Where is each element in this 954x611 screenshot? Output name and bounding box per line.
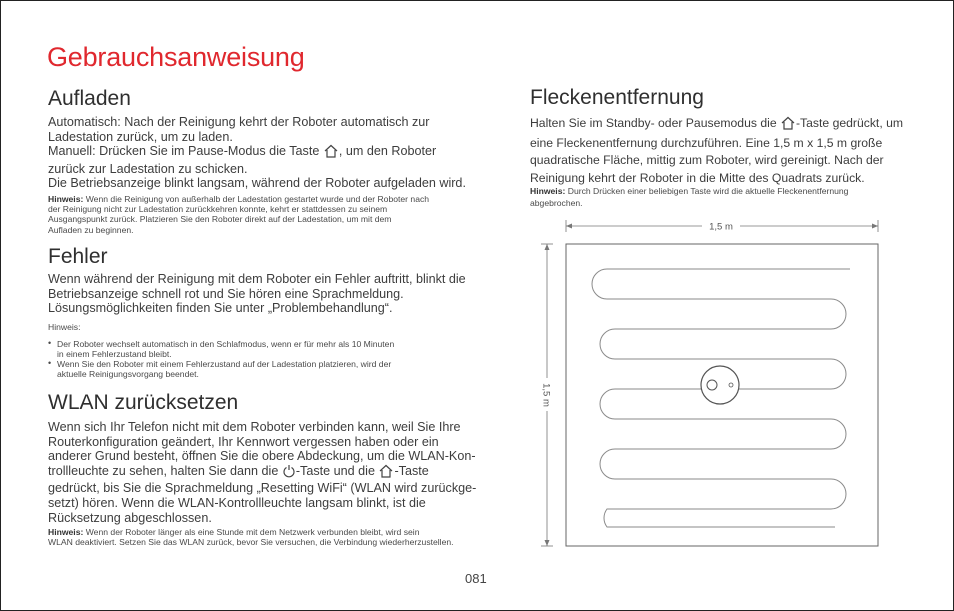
- flecken-text: [530, 115, 903, 187]
- wlan-note: [48, 527, 454, 547]
- aufladen-line: zurück zur Ladestation zu schicken.: [48, 161, 248, 176]
- bullet-line: in einem Fehlerzustand bleibt.: [57, 349, 172, 359]
- home-icon: [780, 116, 796, 135]
- wlan-line4-post: -Taste: [394, 463, 429, 478]
- spot-cleaning-diagram: [530, 215, 890, 555]
- fehler-line: Wenn während der Reinigung mit dem Roboter ein Fehler auftritt, blinkt die: [48, 272, 466, 286]
- note-label: Hinweis:: [530, 186, 566, 196]
- note-line: WLAN deaktiviert. Setzen Sie das WLAN zurück, bevor Sie versuchen, die Verbindung wiederherzustellen.: [48, 537, 454, 548]
- flecken-line1-pre: Halten Sie im Standby- oder Pausemodus die: [530, 116, 777, 130]
- aufladen-manual-line: [48, 144, 466, 162]
- wlan-icon-line: [48, 464, 476, 482]
- aufladen-line: Automatisch: Nach der Reinigung kehrt der Roboter automatisch zur: [48, 115, 430, 129]
- fehler-line: Betriebsanzeige schnell rot und Sie hören eine Sprachmeldung.: [48, 286, 404, 301]
- flecken-line1-post: -Taste gedrückt, um: [796, 116, 904, 130]
- note-line: Wenn die Reinigung von außerhalb der Ladestation gestartet wurde und der Roboter nach: [83, 194, 430, 204]
- wlan-line4-mid: -Taste und die: [295, 463, 375, 478]
- aufladen-manual-pre: Manuell: Drücken Sie im Pause-Modus die Taste: [48, 144, 320, 159]
- note-line: Wenn der Roboter länger als eine Stunde mit dem Netzwerk verbunden bleibt, wird sein: [83, 527, 420, 537]
- bullet-line: • Der Roboter wechselt automatisch in den Schlafmodus, wenn er für mehr als 10 Minuten: [57, 339, 395, 349]
- page-title: Gebrauchsanweisung: [47, 42, 305, 72]
- bullet-line: aktuelle Reinigungsvorgang beendet.: [57, 369, 199, 379]
- width-label: 1,5 m: [709, 221, 733, 233]
- power-icon: [282, 464, 296, 482]
- flecken-line: eine Fleckenentfernung durchzuführen. Eine 1,5 m x 1,5 m große: [530, 136, 883, 151]
- wlan-line: Rücksetzung abgeschlossen.: [48, 510, 212, 525]
- wlan-line: setzt) hören. Wenn die WLAN-Kontrollleuchte langsam blinkt, ist die: [48, 495, 426, 510]
- robot-icon: [701, 366, 739, 404]
- aufladen-line: Ladestation zurück, um zu laden.: [48, 129, 233, 144]
- note-line: abgebrochen.: [530, 197, 583, 208]
- note-line: der Reinigung nicht zur Ladestation zurückkehren konnte, kehrt er stattdessen zu seinem: [48, 204, 388, 215]
- height-label: 1,5 m: [540, 383, 552, 407]
- fehler-line: Lösungsmöglichkeiten finden Sie unter „Problembehandlung“.: [48, 301, 393, 316]
- wlan-line: gedrückt, bis Sie die Sprachmeldung „Resetting WiFi“ (WLAN wird zurückge-: [48, 481, 477, 496]
- note-line: Aufladen zu beginnen.: [48, 224, 134, 235]
- height-dimension: [541, 244, 554, 546]
- aufladen-manual-post: , um den Roboter: [338, 144, 437, 159]
- page-number: 081: [465, 571, 487, 586]
- aufladen-note: [48, 194, 429, 235]
- note-line: Ausgangspunkt zurück. Platzieren Sie den Roboter direkt auf der Ladestation, um mit dem: [48, 214, 392, 225]
- aufladen-text: [48, 115, 466, 191]
- wlan-line: Routerkonfiguration geändert, Ihr Kennwort vergessen haben oder ein: [48, 434, 439, 449]
- aufladen-heading: Aufladen: [48, 87, 131, 110]
- home-icon: [323, 144, 339, 162]
- aufladen-line: Die Betriebsanzeige blinkt langsam, während der Roboter aufgeladen wird.: [48, 176, 466, 191]
- flecken-note: [530, 186, 848, 209]
- flecken-line: quadratische Fläche, mittig zum Roboter, wird gereinigt. Nach der: [530, 153, 884, 168]
- note-line: Durch Drücken einer beliebigen Taste wird die aktuelle Fleckenentfernung: [565, 186, 849, 196]
- fehler-text: [48, 272, 466, 316]
- flecken-icon-line: [530, 115, 903, 135]
- note-label: Hinweis:: [48, 527, 84, 537]
- list-item: [48, 339, 394, 359]
- wlan-line: Wenn sich Ihr Telefon nicht mit dem Roboter verbinden kann, weil Sie Ihre: [48, 420, 461, 434]
- flecken-heading: Fleckenentfernung: [530, 86, 704, 109]
- wlan-line: anderer Grund besteht, öffnen Sie die obere Abdeckung, um die WLAN-Kon-: [48, 449, 476, 464]
- fehler-heading: Fehler: [48, 245, 108, 268]
- width-dimension: [566, 220, 878, 233]
- home-icon: [378, 464, 394, 482]
- list-item: [48, 359, 394, 379]
- wlan-heading: WLAN zurücksetzen: [48, 391, 239, 414]
- fehler-note-label: [48, 322, 80, 332]
- note-label: Hinweis:: [48, 194, 84, 204]
- wlan-text: [48, 420, 476, 525]
- wlan-line4-pre: trollleuchte zu sehen, halten Sie dann die: [48, 463, 279, 478]
- flecken-line: Reinigung kehrt der Roboter in die Mitte des Quadrats zurück.: [530, 170, 865, 185]
- fehler-note-list: [48, 339, 394, 379]
- bullet-line: • Wenn Sie den Roboter mit einem Fehlerzustand auf der Ladestation platzieren, wird der: [57, 359, 392, 369]
- note-label: Hinweis:: [48, 322, 81, 332]
